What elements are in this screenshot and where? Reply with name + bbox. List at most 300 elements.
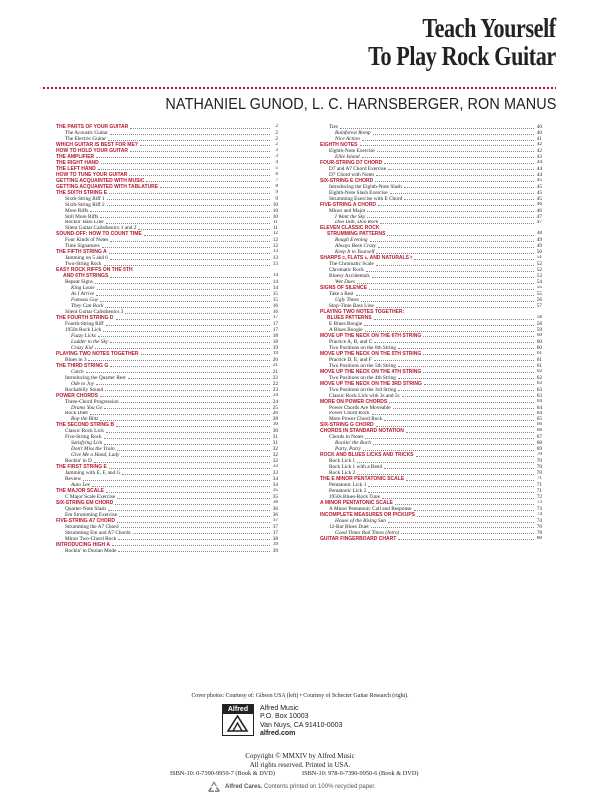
dot-leader [110, 259, 270, 260]
toc-page-number: 13 [272, 255, 278, 262]
dot-leader [128, 378, 270, 379]
toc-title: THE AMPLIFIER [56, 153, 95, 160]
toc-page-number: 45 [536, 189, 542, 196]
toc-right-column [320, 124, 542, 542]
toc-page-number: 74 [537, 511, 542, 517]
toc-title: SOUND-OFF: HOW TO COUNT TIME [56, 231, 142, 238]
toc-page-number: 16 [272, 303, 278, 310]
toc-page-number: 52 [536, 267, 542, 274]
toc-title: Rockin' in Dorian Mode [65, 547, 117, 554]
dot-leader [406, 432, 534, 433]
dot-leader [398, 390, 534, 391]
toc-page-number: 58 [537, 315, 542, 320]
dot-leader [384, 163, 534, 164]
dot-leader [97, 289, 270, 290]
toc-page-number: 9 [275, 189, 278, 195]
toc-page-number: 23 [272, 386, 278, 393]
toc-page-number: 45 [536, 195, 542, 202]
toc-title: The Chromatic Scale [329, 261, 374, 268]
dot-leader [130, 128, 270, 129]
toc-title: King Louie [71, 285, 95, 292]
toc-page-number: 31 [272, 440, 278, 447]
toc-page-number: 40 [536, 129, 542, 136]
toc-page-number: 45 [537, 177, 542, 183]
dot-leader [388, 169, 534, 170]
dot-leader [376, 265, 534, 266]
toc-title: SHARPS ♯, FLATS ♭, AND NATURALS ♮ [320, 255, 413, 262]
dot-leader [106, 492, 270, 493]
dot-leader [109, 468, 270, 469]
dot-leader [116, 319, 271, 320]
toc-page-number: 8 [275, 183, 278, 189]
toc-title: Auto Lee [71, 482, 90, 489]
toc-page-number: 3 [275, 153, 278, 159]
dot-leader [90, 414, 270, 415]
toc-page-number: 14 [272, 285, 278, 292]
toc-title: Em Strumming Exercise [65, 511, 118, 518]
dot-leader [371, 527, 534, 528]
dot-leader [416, 456, 534, 457]
toc-page-number: 16 [272, 309, 278, 315]
dot-leader [107, 199, 270, 200]
toc-title: PLAYING TWO NOTES TOGETHER [56, 350, 139, 357]
toc-page-number: 32 [272, 446, 278, 453]
toc-title: Strumming Exercise with E Chord [329, 195, 403, 202]
dot-leader [378, 205, 534, 206]
toc-title: Introducing the Eighth-Note Slash [329, 183, 402, 190]
dot-leader [92, 486, 270, 487]
toc-title: CHORDS IN STANDARD NOTATION [320, 428, 404, 435]
book-title-line-1: Teach Yourself [422, 13, 556, 43]
toc-title: Fuzzy Licks [71, 332, 96, 339]
dot-leader [141, 354, 270, 355]
dot-leader [100, 217, 270, 218]
toc-page-number: 5 [275, 165, 278, 171]
toc-title: Rockin' in D [65, 458, 92, 465]
dot-leader [372, 277, 534, 278]
dot-leader [115, 504, 270, 505]
toc-title: Crazy Kid [71, 344, 93, 351]
dot-leader [368, 492, 534, 493]
toc-title: THE SECOND STRING B [56, 422, 115, 429]
toc-title: A MINOR PENTATONIC SCALE [320, 500, 393, 506]
dot-leader [387, 235, 534, 236]
toc-title: More Power Chord Rock [329, 416, 383, 423]
dot-leader [103, 331, 270, 332]
toc-title: Rough Evening [335, 237, 368, 244]
dot-leader [106, 432, 270, 433]
dot-leader [398, 348, 534, 349]
toc-title: AND 6TH STRINGS [63, 273, 109, 280]
dot-leader [125, 313, 270, 314]
toc-title: Rockin' the Bach [335, 440, 371, 447]
toc-title: Jamming on 5 and 6 [65, 255, 108, 262]
toc-page-number: 40 [536, 124, 542, 130]
dot-leader [357, 474, 534, 475]
toc-title: Don't Miss the Train [71, 446, 115, 453]
book-title-line-2: To Play Rock Guitar [368, 41, 556, 71]
toc-title: STRUMMING PATTERNS [327, 231, 386, 238]
dot-leader [376, 426, 534, 427]
toc-page-number: 19 [273, 350, 278, 356]
dot-leader [106, 223, 270, 224]
dot-leader [100, 420, 270, 421]
toc-page-number: 47 [536, 213, 542, 220]
dot-leader [121, 456, 270, 457]
dot-leader [402, 396, 534, 397]
dot-leader [129, 175, 270, 176]
toc-page-number: 46 [536, 207, 542, 214]
toc-title: Ties [329, 124, 338, 130]
toc-page-number: 62 [537, 368, 542, 374]
toc-page-number: 76 [536, 523, 542, 530]
toc-title: Rock Duet [65, 410, 88, 417]
dot-leader [388, 522, 534, 523]
toc-title: Review [65, 476, 82, 483]
toc-title: GETTING ACQUAINTED WITH TABLATURE [56, 183, 159, 190]
toc-title: Silent Guitar Calisthenics 1 and 2 [65, 225, 137, 232]
toc-title: Ladder to the Sky [71, 338, 109, 345]
dot-leader [96, 157, 270, 158]
toc-page-number: 45 [536, 183, 542, 190]
toc-page-number: 63 [537, 380, 542, 386]
dot-leader [395, 504, 534, 505]
dot-leader [108, 140, 270, 141]
toc-title: THE SIXTH STRING E [56, 189, 108, 196]
toc-page-number: 15 [272, 291, 278, 298]
dot-leader [356, 295, 534, 296]
dot-leader [86, 372, 270, 373]
toc-title: POWER CHORDS [56, 392, 98, 399]
toc-page-number: 38 [272, 535, 278, 542]
dot-leader [96, 295, 270, 296]
toc-title: Rockin' Bass Line [65, 219, 104, 226]
dot-leader [118, 551, 270, 552]
toc-page-number: 53 [536, 273, 542, 280]
toc-title: Classic Rock Lick [65, 428, 104, 435]
dot-leader [376, 253, 534, 254]
toc-title: Three-Chord Progression [65, 398, 119, 405]
dot-leader [109, 253, 270, 254]
toc-title: Bluesy Accidentals [329, 273, 370, 280]
toc-title: Practice A, B, and C [329, 338, 373, 345]
toc-page-number: 56 [536, 297, 542, 304]
dot-leader [374, 319, 534, 320]
toc-title: Stop-Time Bass Line [329, 303, 374, 310]
toc-page-number: 17 [272, 326, 278, 333]
dot-leader [404, 199, 534, 200]
toc-page-number: 12 [272, 243, 278, 250]
toc-page-number: 46 [537, 201, 542, 207]
toc-page-number: 10 [272, 207, 278, 214]
toc-page-number: 74 [536, 517, 542, 524]
toc-page-number: 6 [275, 171, 278, 177]
dot-leader [107, 205, 270, 206]
dot-leader [95, 283, 270, 284]
toc-page-number: 65 [536, 416, 542, 423]
toc-page-number: 66 [537, 422, 542, 428]
toc-title: Ugly Times [335, 297, 359, 304]
toc-page-number: 37 [273, 517, 278, 523]
dot-leader [109, 193, 270, 194]
toc-page-number: 22 [272, 374, 278, 381]
publisher-website[interactable]: alfred.com [260, 729, 296, 737]
toc-page-number: 61 [537, 350, 542, 356]
dot-leader [110, 342, 270, 343]
toc-title: MOVE UP THE NECK ON THE 3RD STRING [320, 380, 422, 387]
toc-page-number: 32 [272, 458, 278, 465]
dot-leader [367, 211, 534, 212]
toc-page-number: 51 [537, 255, 542, 261]
dot-leader [100, 301, 270, 302]
dot-leader [110, 277, 270, 278]
dot-leader [121, 402, 270, 403]
toc-page-number: 2 [275, 124, 278, 129]
toc-page-number: 12 [273, 231, 278, 237]
dot-leader [110, 134, 270, 135]
toc-page-number: 58 [536, 320, 542, 327]
toc-page-number: 61 [536, 356, 542, 363]
dot-leader [118, 539, 270, 540]
toc-title: 12-Bar Blues Duet [329, 523, 369, 530]
title-block [327, 14, 556, 70]
toc-title: Nice Action [335, 135, 360, 142]
toc-page-number: 50 [536, 249, 542, 256]
toc-title: Rock Lick 2 [329, 470, 356, 477]
dot-leader [144, 235, 270, 236]
toc-page-number: 42 [537, 141, 542, 147]
toc-page-number: 63 [536, 386, 542, 393]
toc-title: INCOMPLETE MEASURES OR PICKUPS [320, 511, 416, 518]
recycle-brand: Alfred Cares. [225, 783, 263, 790]
dot-leader [374, 360, 534, 361]
toc-title: WHICH GUITAR IS BEST FOR ME? [56, 141, 138, 148]
toc-title: 1950s Rock Lick [65, 326, 102, 333]
toc-page-number: 44 [536, 171, 542, 178]
dot-leader [362, 157, 534, 158]
toc-title: MORE ON POWER CHORDS [320, 398, 388, 405]
publisher-box: P.O. Box 10003 [260, 713, 309, 721]
toc-page-number: 60 [536, 338, 542, 345]
toc-page-number: 35 [272, 494, 278, 501]
dot-leader [423, 372, 534, 373]
copyright-block [0, 752, 600, 769]
dot-leader [110, 241, 270, 242]
dot-leader [362, 140, 534, 141]
toc-title: Two Positions on the 3rd String [329, 386, 397, 393]
toc-page-number: 64 [536, 410, 542, 417]
toc-page-number: 37 [272, 523, 278, 530]
toc-title: Five-String Rock [65, 434, 102, 441]
toc-title: GETTING ACQUAINTED WITH MUSIC [56, 177, 145, 184]
dot-leader [146, 181, 270, 182]
dot-leader [401, 533, 534, 534]
toc-page-number: 9 [275, 195, 278, 202]
dot-leader [370, 241, 534, 242]
isbn-10: ISBN-10: 0-7390-9950-7 (Book & DVD) [170, 770, 275, 777]
toc-page-number: 36 [272, 511, 278, 518]
dot-leader [340, 128, 534, 129]
toc-title: A Blues Boogie [329, 326, 363, 333]
toc-page-number: 32 [272, 452, 278, 459]
toc-title: THE RIGHT HAND [56, 159, 99, 166]
toc-title: The Acoustic Guitar [65, 129, 108, 136]
toc-page-number: 10 [272, 213, 278, 220]
toc-title: ELEVEN CLASSIC ROCK [320, 225, 380, 232]
toc-page-number: 68 [536, 440, 542, 447]
toc-title: E Blues Boogie [329, 320, 363, 327]
toc-title: Give Me a Hand, Lady [71, 452, 120, 459]
toc-title: SIX-STRING G CHORD [320, 422, 374, 429]
toc-page-number: 66 [537, 428, 542, 434]
toc-title: Two Positions on the 4th String [329, 374, 396, 381]
dot-leader [369, 289, 534, 290]
toc-page-number: 49 [536, 237, 542, 244]
toc-page-number: 17 [272, 320, 278, 327]
toc-page-number: 33 [272, 470, 278, 477]
toc-title: Jamming with E, F, and G [65, 470, 121, 477]
alfred-emblem-icon [226, 715, 249, 733]
rights: All rights reserved. Printed in USA. [249, 760, 351, 769]
toc-title: Rock Lick 1 with a Bend [329, 464, 383, 471]
dot-leader [398, 378, 534, 379]
toc-title: Doo Dah, Doo Rock [335, 219, 379, 226]
toc-title: EIGHTH NOTES [320, 141, 358, 148]
dot-leader [94, 462, 270, 463]
toc-title: Power Chord Rock [329, 410, 370, 417]
toc-page-number: 60 [536, 344, 542, 351]
toc-title: Fourth-String Riff [65, 320, 104, 327]
dot-leader [357, 283, 534, 284]
dot-leader [365, 438, 534, 439]
dot-leader [88, 360, 270, 361]
toc-page-number: 80 [537, 535, 542, 541]
toc-page-number: 11 [272, 225, 278, 232]
toc-title: Pentatonic Lick 1 [329, 482, 367, 489]
dot-leader [372, 414, 534, 415]
toc-page-number: 44 [536, 165, 542, 172]
toc-page-number: 48 [537, 231, 542, 237]
toc-page-number: 2 [275, 135, 278, 142]
toc-page-number: 14 [273, 273, 278, 279]
toc-page-number: 30 [273, 422, 278, 428]
toc-page-number: 18 [272, 332, 278, 339]
dot-leader [382, 498, 534, 499]
toc-page-number: 57 [536, 303, 542, 310]
toc-page-number: 4 [275, 159, 278, 165]
dot-leader [360, 145, 534, 146]
toc-title: Sixth-String Riff 2 [65, 201, 105, 208]
dot-leader [116, 426, 270, 427]
toc-title: Wet Dues [335, 279, 355, 286]
toc-page-number: 15 [272, 297, 278, 304]
toc-title: THE MAJOR SCALE [56, 488, 104, 495]
toc-page-number: 73 [537, 500, 542, 506]
toc-title: Strumming the A7 Chord [65, 523, 119, 530]
dot-leader [365, 331, 534, 332]
dot-leader [375, 181, 534, 182]
toc-title: Good Times Bad Times (Intro) [335, 529, 400, 536]
toc-title: Drums You Go [71, 404, 103, 411]
toc-title: Sixth-String Riff 1 [65, 195, 105, 202]
toc-title: Ellie Island [335, 153, 360, 160]
dot-leader [104, 408, 270, 409]
toc-title: SIGNS OF SILENCE [320, 285, 367, 292]
toc-entry [56, 548, 278, 554]
dot-leader [384, 420, 534, 421]
toc-title: The Electric Guitar [65, 135, 106, 142]
dot-leader [96, 384, 270, 385]
dot-leader [414, 510, 534, 511]
toc-page-number: 3 [275, 147, 278, 153]
dot-leader [404, 187, 534, 188]
toc-title: More Riffs [65, 207, 89, 214]
dot-leader [117, 522, 270, 523]
dot-leader [406, 480, 534, 481]
toc-page-number: 71 [537, 476, 542, 482]
toc-page-number: 69 [536, 446, 542, 453]
toc-page-number: 35 [273, 488, 278, 494]
dot-leader [414, 259, 534, 260]
toc-title: Keep It to Yourself [335, 249, 375, 256]
toc-title: Silent Guitar Calisthenics 3 [65, 309, 124, 315]
toc-title: Power Chords Are Moveable [329, 404, 391, 411]
toc-page-number: 36 [272, 506, 278, 512]
toc-title: Chromatic Rock [329, 267, 364, 274]
toc-title: Blues in 3 [65, 356, 87, 363]
toc-page-number: 70 [537, 452, 542, 458]
toc-page-number: 71 [536, 482, 542, 489]
dot-leader [106, 325, 270, 326]
toc-title: Take a Rest [329, 291, 354, 298]
dot-leader [140, 145, 270, 146]
toc-title: Rockabilly Sound [65, 386, 104, 393]
toc-title: Pentatonic Lick 2 [329, 488, 367, 495]
toc-title: FIVE-STRING A7 CHORD [56, 517, 115, 524]
dot-leader [361, 301, 534, 302]
dot-leader [110, 366, 270, 367]
toc-page-number: 64 [537, 398, 542, 404]
toc-title: SIX-STRING E CHORD [320, 177, 374, 184]
publisher-name: Alfred Music [260, 705, 299, 712]
toc-page-number: 26 [272, 410, 278, 417]
dot-leader [367, 217, 534, 218]
toc-title: FIVE-STRING A CHORD [320, 201, 377, 208]
toc-title: 1950s Blues-Rock Tune [329, 494, 380, 501]
toc-title: THE E MINOR PENTATONIC SCALE [320, 476, 405, 483]
publisher-city: Van Nuys, CA 91410-0003 [260, 721, 343, 729]
toc-title: Party, Party [335, 446, 361, 453]
toc-title: Always Been Crazy [335, 243, 377, 250]
dot-leader [83, 480, 270, 481]
dot-leader [398, 539, 534, 540]
toc-title: THE FIRST STRING E [56, 464, 107, 471]
toc-title: GUITAR FINGERBOARD CHART [320, 535, 397, 542]
toc-title: THE FOURTH STRING D [56, 315, 114, 321]
dot-leader [373, 444, 534, 445]
toc-title: THE THIRD STRING G [56, 362, 109, 369]
toc-title: Two Positions on the 6th String [329, 344, 396, 351]
toc-title: MOVE UP THE NECK ON THE 4TH STRING [320, 368, 422, 375]
toc-page-number: 20 [272, 356, 278, 363]
toc-title: Catch [71, 368, 84, 375]
dot-leader [104, 265, 270, 266]
toc-page-number: 25 [272, 404, 278, 411]
toc-page-number: 31 [272, 434, 278, 441]
toc-title: Time Signatures [65, 243, 100, 250]
toc-page-number: 71 [536, 488, 542, 495]
toc-title: Satisfying Lick [71, 440, 103, 447]
